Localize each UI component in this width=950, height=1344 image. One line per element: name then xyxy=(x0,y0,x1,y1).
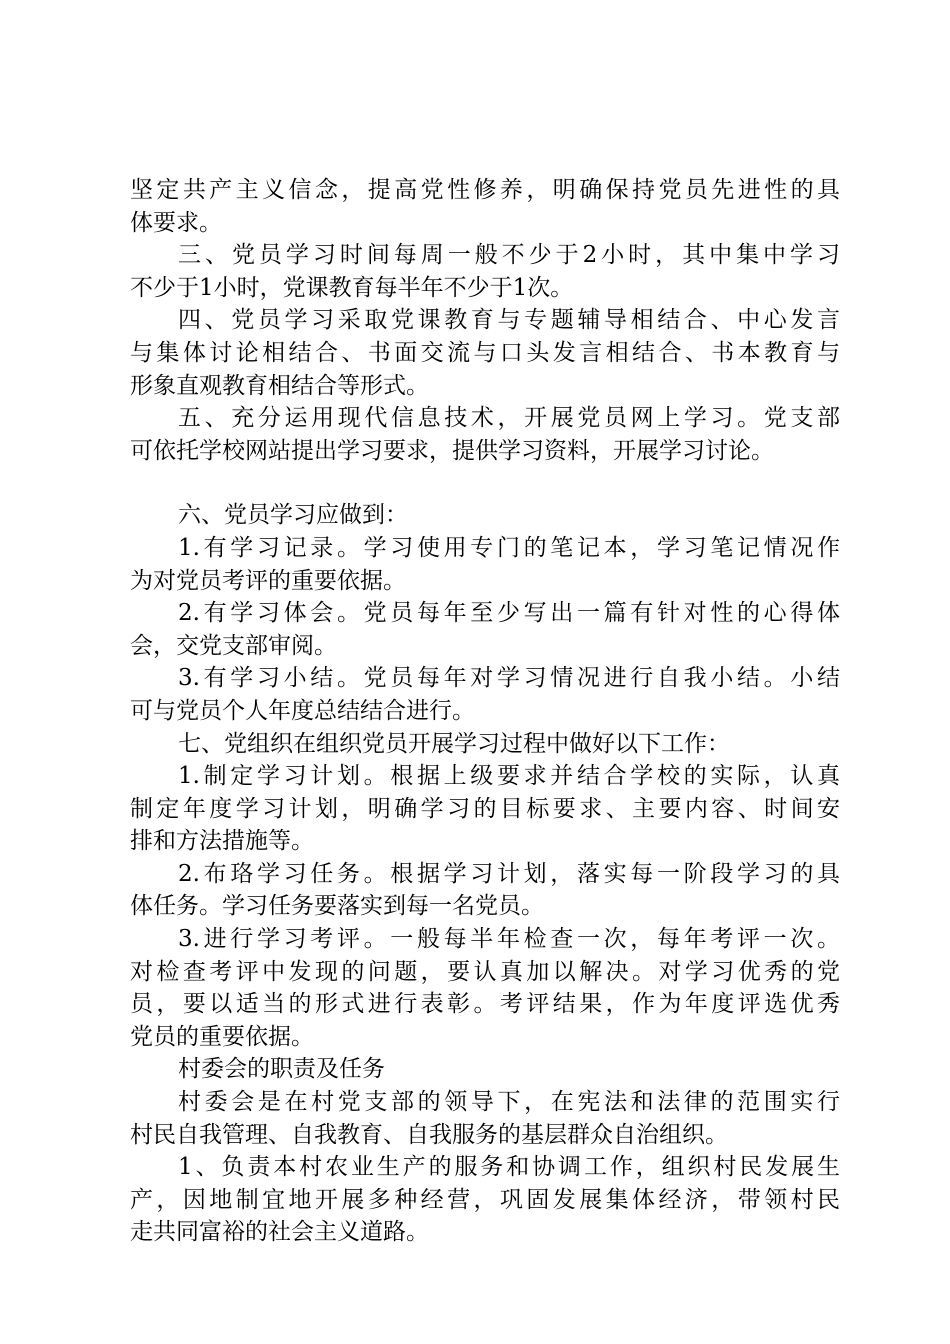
text-line-9: 可依托学校网站提出学习要求，提供学习资料，开展学习讨论。 xyxy=(130,437,774,464)
text-line-10: 六、党员学习应做到： xyxy=(178,502,408,529)
text-line-20: 排和方法措施等。 xyxy=(130,828,314,855)
text-line-13: 2.有学习体会。党员每年至少写出一篇有针对性的心得体 xyxy=(178,600,840,627)
text-line-29: 村民自我管理、自我教育、自我服务的基层群众自治组织。 xyxy=(130,1121,728,1148)
section-heading: 村委会的职责及任务 xyxy=(178,1056,385,1083)
text-line-2: 体要求。 xyxy=(130,209,222,236)
text-line-31: 产，因地制宜地开展多种经营，巩固发展集体经济，带领村民 xyxy=(130,1186,840,1213)
paragraph-gap xyxy=(130,467,840,499)
text-line-28: 村委会是在村党支部的领导下，在宪法和法律的范围实行 xyxy=(178,1089,840,1116)
text-line-1: 坚定共产主义信念，提高党性修养，明确保持党员先进性的具 xyxy=(130,177,840,203)
text-line-17: 七、党组织在组织党员开展学习过程中做好以下工作： xyxy=(178,730,730,757)
text-line-15: 3.有学习小结。党员每年对学习情况进行自我小结。小结 xyxy=(178,665,840,692)
text-line-14: 会，交党支部审阅。 xyxy=(130,632,337,659)
text-line-16: 可与党员个人年度总结结合进行。 xyxy=(130,697,475,724)
text-line-30: 1、负责本村农业生产的服务和协调工作，组织村民发展生 xyxy=(178,1154,840,1181)
text-line-32: 走共同富裕的社会主义道路。 xyxy=(130,1219,429,1246)
text-line-25: 员，要以适当的形式进行表彰。考评结果，作为年度评选优秀 xyxy=(130,991,840,1018)
text-line-11: 1.有学习记录。学习使用专门的笔记本，学习笔记情况作 xyxy=(178,534,840,561)
document-page xyxy=(130,174,840,1249)
text-line-7: 形象直观教育相结合等形式。 xyxy=(130,372,429,399)
text-line-4: 不少于1小时，党课教育每半年不少于1次。 xyxy=(130,274,574,301)
text-line-19: 制定年度学习计划，明确学习的目标要求、主要内容、时间安 xyxy=(130,795,840,822)
text-line-26: 党员的重要依据。 xyxy=(130,1023,314,1050)
text-line-3: 三、党员学习时间每周一般不少于2小时，其中集中学习 xyxy=(178,242,840,269)
text-line-22: 体任务。学习任务要落实到每一名党员。 xyxy=(130,893,544,920)
text-line-21: 2.布珞学习任务。根据学习计划，落实每一阶段学习的具 xyxy=(178,860,840,887)
text-line-6: 与集体讨论相结合、书面交流与口头发言相结合、书本教育与 xyxy=(130,339,840,366)
text-line-5: 四、党员学习采取党课教育与专题辅导相结合、中心发言 xyxy=(178,307,840,334)
text-line-18: 1.制定学习计划。根据上级要求并结合学校的实际，认真 xyxy=(178,763,840,790)
text-line-24: 对检查考评中发现的问题，要认真加以解决。对学习优秀的党 xyxy=(130,958,840,985)
text-line-12: 为对党员考评的重要依据。 xyxy=(130,567,406,594)
text-line-8: 五、充分运用现代信息技术，开展党员网上学习。党支部 xyxy=(178,405,840,432)
text-line-23: 3.进行学习考评。一般每半年检查一次，每年考评一次。 xyxy=(178,926,840,953)
